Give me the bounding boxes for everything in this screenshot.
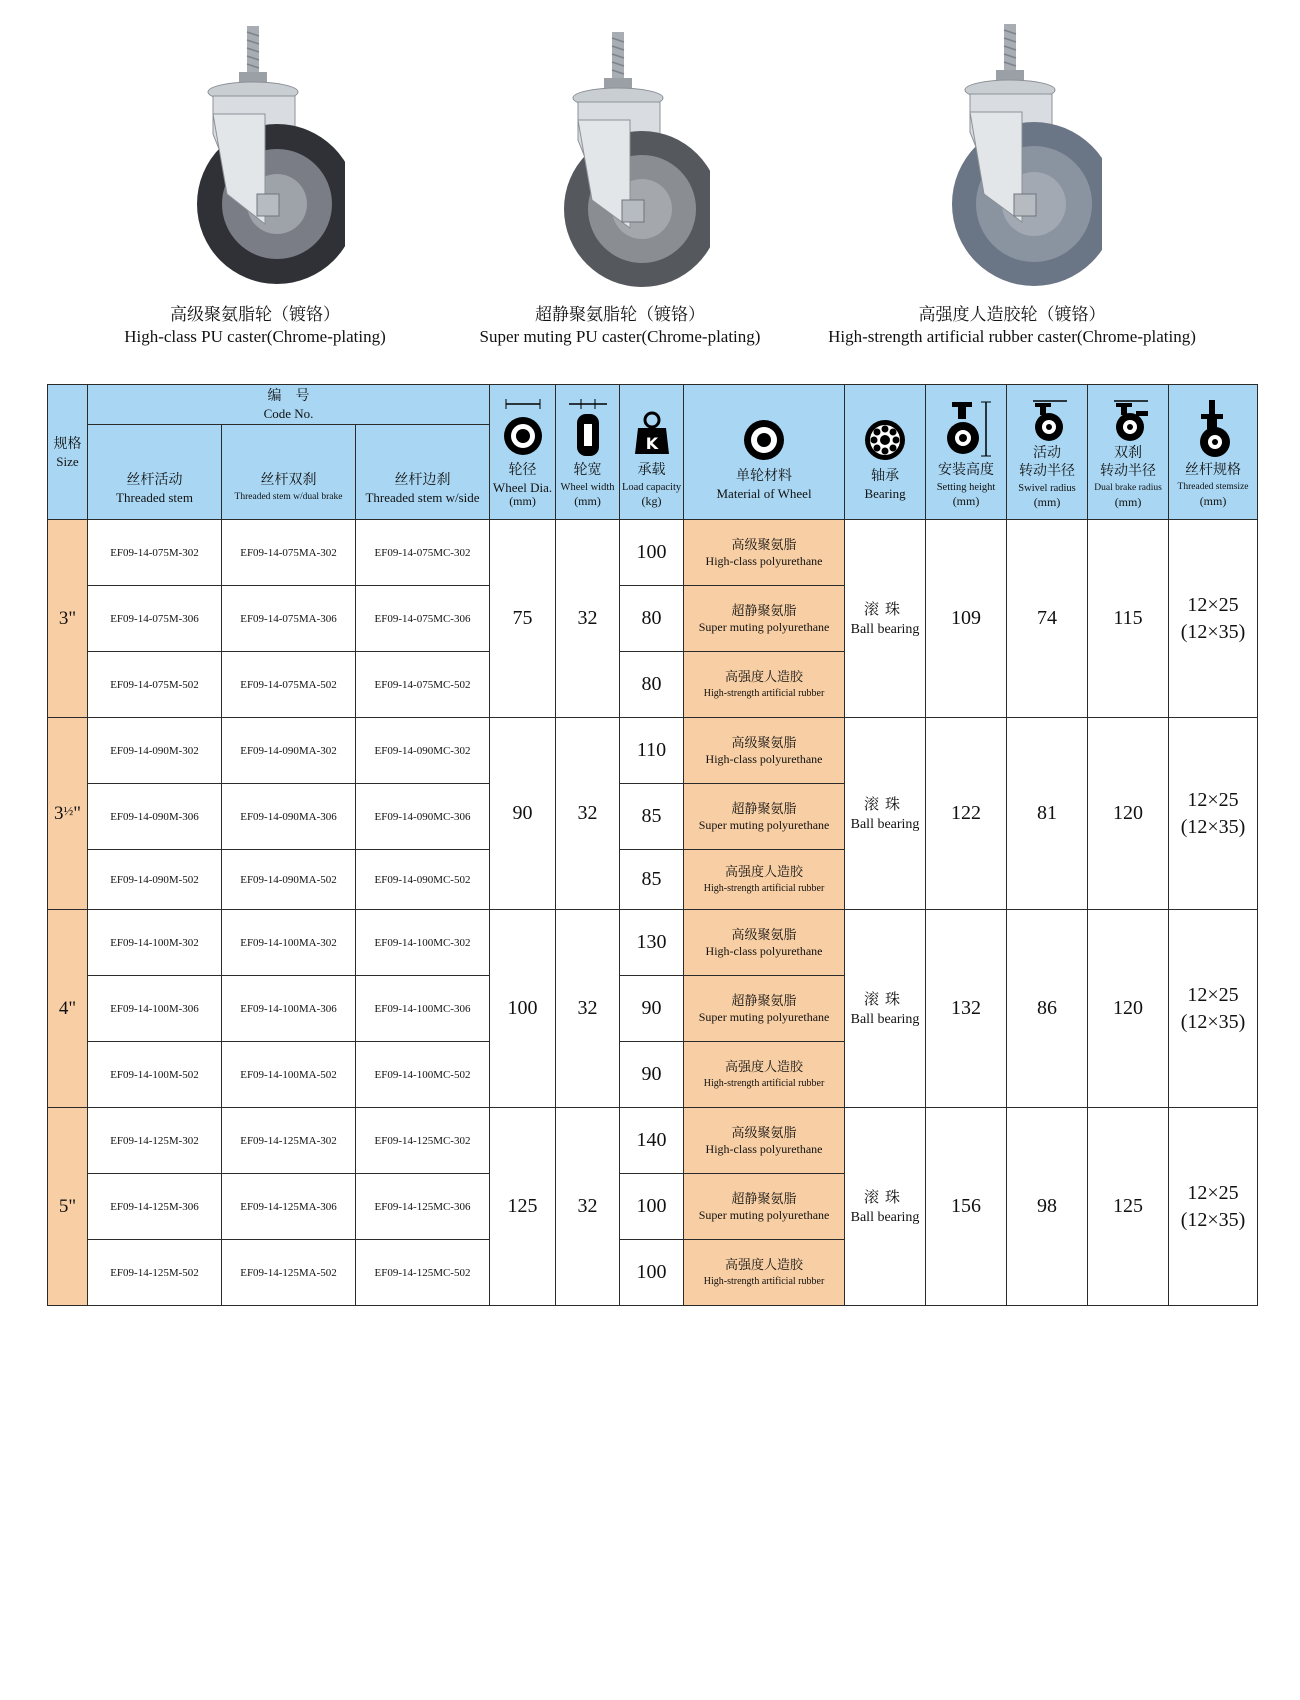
header-dual-brake: 丝杆双刹 Threaded stem w/dual brake — [222, 425, 356, 520]
material-cell: 高级聚氨脂 High-class polyurethane — [684, 1108, 845, 1174]
header-size: 规格 Size — [48, 385, 88, 520]
load-cell: 85 — [620, 850, 684, 910]
table-row — [48, 520, 1258, 586]
material-cell: 超静聚氨脂 Super muting polyurethane — [684, 1174, 845, 1240]
load-cell: 90 — [620, 1042, 684, 1108]
swivel-radius-cell: 86 — [1007, 910, 1088, 1108]
swivel-radius-cell: 98 — [1007, 1108, 1088, 1306]
wheel-dia-cell: 125 — [490, 1108, 556, 1306]
load-cell: 140 — [620, 1108, 684, 1174]
material-cell: 高级聚氨脂 High-class polyurethane — [684, 910, 845, 976]
code-dual-brake: EF09-14-090MA-302 — [222, 718, 356, 784]
code-side-brake: EF09-14-075MC-306 — [356, 586, 490, 652]
wheel-dia-cell: 75 — [490, 520, 556, 718]
product-photos — [0, 0, 1300, 370]
load-weight-icon — [629, 398, 675, 460]
table-row — [48, 718, 1258, 784]
material-cell: 高强度人造胶 High-strength artificial rubber — [684, 850, 845, 910]
dual-radius-cell: 115 — [1088, 520, 1169, 718]
header-code: 编 号 Code No. — [88, 385, 490, 425]
table-header — [48, 385, 1258, 520]
material-cell: 高级聚氨脂 High-class polyurethane — [684, 520, 845, 586]
header-dual-brake-radius: 双刹 转动半径 Dual brake radius (mm) — [1088, 385, 1169, 520]
product-rubber-caster — [792, 14, 1232, 348]
code-threaded: EF09-14-100M-302 — [88, 910, 222, 976]
code-dual-brake: EF09-14-090MA-306 — [222, 784, 356, 850]
wheel-width-cell: 32 — [556, 1108, 620, 1306]
code-dual-brake: EF09-14-100MA-302 — [222, 910, 356, 976]
dual-brake-radius-icon — [1100, 397, 1156, 443]
code-side-brake: EF09-14-100MC-502 — [356, 1042, 490, 1108]
setting-height-cell: 156 — [926, 1108, 1007, 1306]
load-cell: 130 — [620, 910, 684, 976]
material-cell: 高强度人造胶 High-strength artificial rubber — [684, 1042, 845, 1108]
bearing-cell: 滚珠 Ball bearing — [845, 718, 926, 910]
bearing-cell: 滚珠 Ball bearing — [845, 1108, 926, 1306]
size-cell: 3" — [48, 520, 88, 718]
header-threaded-stem: 丝杆活动 Threaded stem — [88, 425, 222, 520]
wheel-dia-cell: 100 — [490, 910, 556, 1108]
size-cell: $3^{\frac{1}{2}}$" — [48, 718, 88, 910]
code-threaded: EF09-14-075M-302 — [88, 520, 222, 586]
caster-image — [922, 14, 1102, 294]
dual-radius-cell: 120 — [1088, 910, 1169, 1108]
code-side-brake: EF09-14-075MC-302 — [356, 520, 490, 586]
wheel-width-cell: 32 — [556, 910, 620, 1108]
dual-radius-cell: 120 — [1088, 718, 1169, 910]
code-threaded: EF09-14-100M-306 — [88, 976, 222, 1042]
header-material: 单轮材料 Material of Wheel — [684, 385, 845, 520]
code-threaded: EF09-14-100M-502 — [88, 1042, 222, 1108]
code-side-brake: EF09-14-090MC-302 — [356, 718, 490, 784]
code-side-brake: EF09-14-100MC-302 — [356, 910, 490, 976]
stem-size-cell: 12×25 (12×35) — [1169, 520, 1258, 718]
code-side-brake: EF09-14-090MC-306 — [356, 784, 490, 850]
product-name-zh: 高级聚氨脂轮（镀铬） — [170, 305, 340, 324]
wheel-material-icon — [741, 404, 787, 466]
code-side-brake: EF09-14-125MC-502 — [356, 1240, 490, 1306]
product-name-en: Super muting PU caster(Chrome-plating) — [479, 327, 761, 346]
bearing-cell: 滚珠 Ball bearing — [845, 520, 926, 718]
material-cell: 高级聚氨脂 High-class polyurethane — [684, 718, 845, 784]
size-cell: 4" — [48, 910, 88, 1108]
product-name-zh: 高强度人造胶轮（镀铬） — [918, 305, 1106, 324]
code-threaded: EF09-14-075M-502 — [88, 652, 222, 718]
setting-height-cell: 122 — [926, 718, 1007, 910]
code-dual-brake: EF09-14-125MA-502 — [222, 1240, 356, 1306]
product-name-en: High-strength artificial rubber caster(Chrome-plating) — [828, 327, 1196, 346]
load-cell: 110 — [620, 718, 684, 784]
load-cell: 80 — [620, 586, 684, 652]
caster-image — [165, 14, 345, 294]
code-dual-brake: EF09-14-075MA-302 — [222, 520, 356, 586]
product-name-zh: 超静聚氨脂轮（镀铬） — [535, 305, 705, 324]
dual-radius-cell: 125 — [1088, 1108, 1169, 1306]
code-threaded: EF09-14-090M-302 — [88, 718, 222, 784]
code-threaded: EF09-14-090M-502 — [88, 850, 222, 910]
header-bearing: 轴承 Bearing — [845, 385, 926, 520]
setting-height-cell: 109 — [926, 520, 1007, 718]
load-cell: 90 — [620, 976, 684, 1042]
material-cell: 超静聚氨脂 Super muting polyurethane — [684, 976, 845, 1042]
load-cell: 85 — [620, 784, 684, 850]
code-threaded: EF09-14-125M-302 — [88, 1108, 222, 1174]
table-row — [48, 910, 1258, 976]
wheel-width-icon — [565, 398, 611, 460]
code-threaded: EF09-14-125M-502 — [88, 1240, 222, 1306]
code-side-brake: EF09-14-125MC-302 — [356, 1108, 490, 1174]
ball-bearing-icon — [862, 404, 908, 466]
code-dual-brake: EF09-14-075MA-306 — [222, 586, 356, 652]
bearing-cell: 滚珠 Ball bearing — [845, 910, 926, 1108]
swivel-radius-icon — [1019, 397, 1075, 443]
code-side-brake: EF09-14-100MC-306 — [356, 976, 490, 1042]
wheel-width-cell: 32 — [556, 520, 620, 718]
code-threaded: EF09-14-090M-306 — [88, 784, 222, 850]
table-row — [48, 1108, 1258, 1174]
wheel-width-cell: 32 — [556, 718, 620, 910]
load-cell: 80 — [620, 652, 684, 718]
code-dual-brake: EF09-14-090MA-502 — [222, 850, 356, 910]
header-setting-height: 安装高度 Setting height (mm) — [926, 385, 1007, 520]
threaded-stem-icon — [1185, 398, 1241, 460]
stem-size-cell: 12×25 (12×35) — [1169, 718, 1258, 910]
load-cell: 100 — [620, 1174, 684, 1240]
setting-height-cell: 132 — [926, 910, 1007, 1108]
code-threaded: EF09-14-075M-306 — [88, 586, 222, 652]
load-cell: 100 — [620, 1240, 684, 1306]
size-cell: 5" — [48, 1108, 88, 1306]
material-cell: 超静聚氨脂 Super muting polyurethane — [684, 586, 845, 652]
setting-height-icon — [936, 398, 996, 460]
code-side-brake: EF09-14-090MC-502 — [356, 850, 490, 910]
header-load: K 承载 Load capacity (kg) — [620, 385, 684, 520]
header-wheel-dia: 轮径 Wheel Dia. (mm) — [490, 385, 556, 520]
code-dual-brake: EF09-14-100MA-306 — [222, 976, 356, 1042]
code-dual-brake: EF09-14-075MA-502 — [222, 652, 356, 718]
stem-size-cell: 12×25 (12×35) — [1169, 1108, 1258, 1306]
caster-image — [530, 14, 710, 294]
wheel-diameter-icon — [500, 398, 546, 460]
material-cell: 高强度人造胶 High-strength artificial rubber — [684, 1240, 845, 1306]
code-dual-brake: EF09-14-100MA-502 — [222, 1042, 356, 1108]
load-cell: 100 — [620, 520, 684, 586]
swivel-radius-cell: 81 — [1007, 718, 1088, 910]
spec-table — [47, 384, 1258, 1306]
header-stem-size: 丝杆规格 Threaded stemsize (mm) — [1169, 385, 1258, 520]
product-silent-pu-caster — [400, 14, 840, 348]
code-dual-brake: EF09-14-125MA-302 — [222, 1108, 356, 1174]
code-dual-brake: EF09-14-125MA-306 — [222, 1174, 356, 1240]
material-cell: 高强度人造胶 High-strength artificial rubber — [684, 652, 845, 718]
swivel-radius-cell: 74 — [1007, 520, 1088, 718]
wheel-dia-cell: 90 — [490, 718, 556, 910]
material-cell: 超静聚氨脂 Super muting polyurethane — [684, 784, 845, 850]
table-body — [48, 520, 1258, 1306]
svg-text:K: K — [645, 433, 658, 453]
code-threaded: EF09-14-125M-306 — [88, 1174, 222, 1240]
code-side-brake: EF09-14-075MC-502 — [356, 652, 490, 718]
header-swivel-radius: 活动 转动半径 Swivel radius (mm) — [1007, 385, 1088, 520]
header-wheel-width: 轮宽 Wheel width (mm) — [556, 385, 620, 520]
product-name-en: High-class PU caster(Chrome-plating) — [124, 327, 386, 346]
stem-size-cell: 12×25 (12×35) — [1169, 910, 1258, 1108]
code-side-brake: EF09-14-125MC-306 — [356, 1174, 490, 1240]
header-side-brake: 丝杆边刹 Threaded stem w/side — [356, 425, 490, 520]
